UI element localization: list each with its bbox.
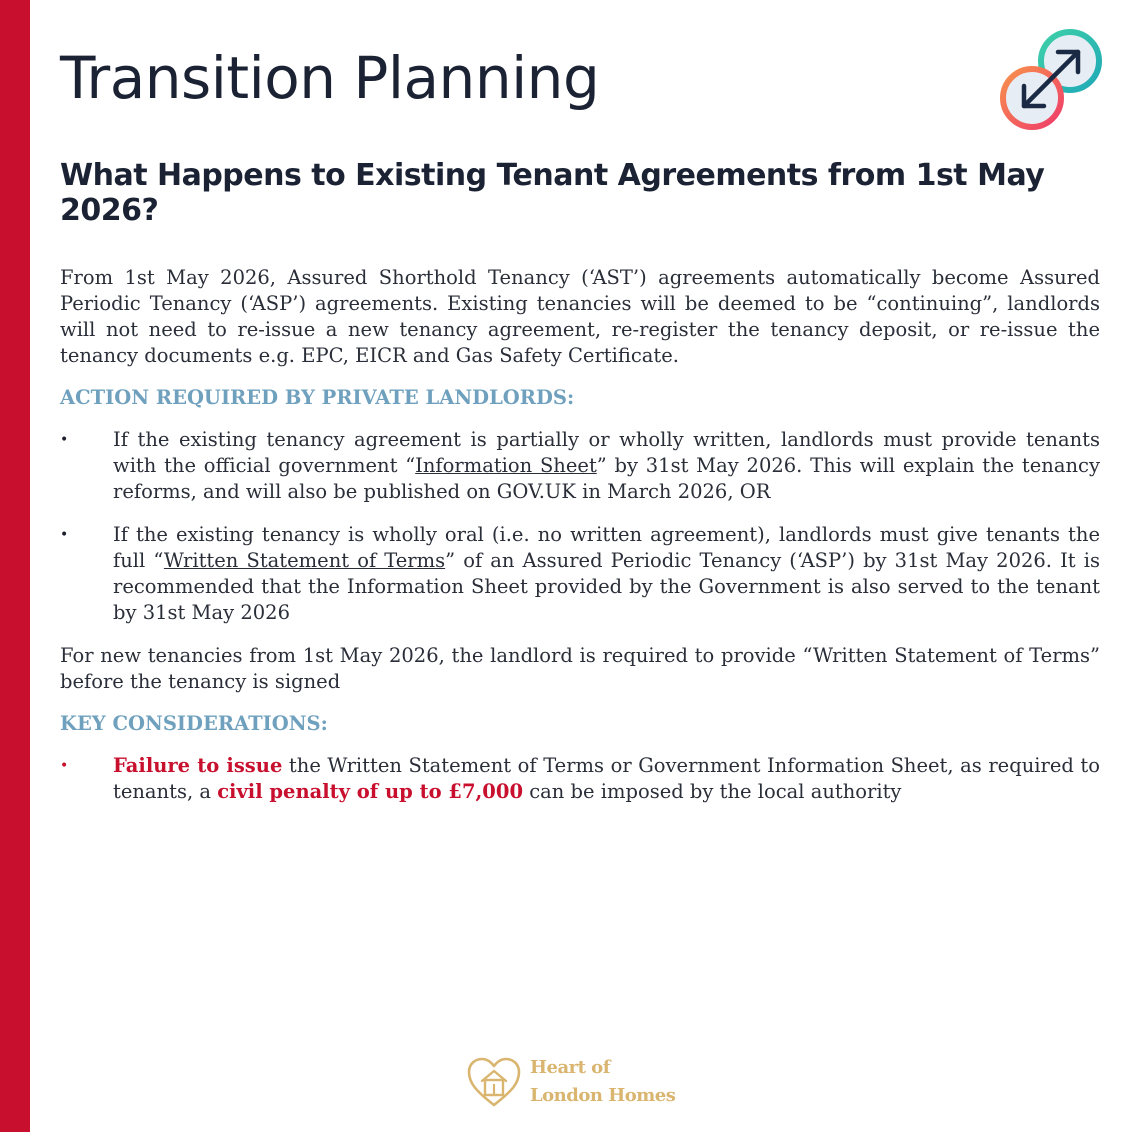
action-required-heading: ACTION REQUIRED BY PRIVATE LANDLORDS: — [60, 386, 575, 409]
new-tenancies-paragraph: For new tenancies from 1st May 2026, the landlord is required to provide “Written Statement of Terms” before the tenancy is signed — [60, 644, 1100, 693]
brand-name-line-2: London Homes — [530, 1085, 676, 1106]
page-title: Transition Planning — [60, 44, 600, 112]
civil-penalty-emphasis: civil penalty of up to £7,000 — [217, 780, 524, 803]
list-item: • If the existing tenancy is wholly oral (i.e. no written agreement), landlords must give tenants the full “Written Statement of Terms” of an Assured Periodic Tenancy (‘ASP’) by 31st May 2026. It is recommended that the Information Sheet provided by the Government is also served to the tenant by 31st May 2026 — [60, 522, 1100, 626]
action-list — [60, 427, 1100, 626]
main-content — [60, 265, 1100, 822]
diagonal-double-arrow-circles-icon — [996, 26, 1106, 136]
page-subtitle: What Happens to Existing Tenant Agreements from 1st May 2026? — [60, 158, 1045, 228]
brand-name-line-1: Heart of — [530, 1057, 610, 1078]
failure-to-issue-emphasis: Failure to issue — [113, 754, 283, 777]
written-statement-link[interactable]: Written Statement of Terms — [163, 549, 446, 572]
information-sheet-link[interactable]: Information Sheet — [415, 454, 597, 477]
list-item: • Failure to issue the Written Statement of Terms or Government Information Sheet, as required to tenants, a civil penalty of up to £7,000 can be imposed by the local authority — [60, 753, 1100, 805]
intro-paragraph: From 1st May 2026, Assured Shorthold Tenancy (‘AST’) agreements automatically become Assured Periodic Tenancy (‘ASP’) agreements. Existing tenancies will be deemed to be “continuing”, landlords will not need to re-issue a new tenancy agreement, re-register the tenancy deposit, or re-issue the tenancy documents e.g. EPC, EICR and Gas Safety Certificate. — [60, 266, 1100, 367]
key-considerations-heading: KEY CONSIDERATIONS: — [60, 712, 328, 735]
brand-logo — [466, 1055, 686, 1111]
key-considerations-list — [60, 753, 1100, 805]
heart-house-icon — [466, 1057, 522, 1109]
left-accent-bar — [0, 0, 30, 1132]
list-item: • If the existing tenancy agreement is partially or wholly written, landlords must provide tenants with the official government “Information Sheet” by 31st May 2026. This will explain the tenancy reforms, and will also be published on GOV.UK in March 2026, OR — [60, 427, 1100, 505]
